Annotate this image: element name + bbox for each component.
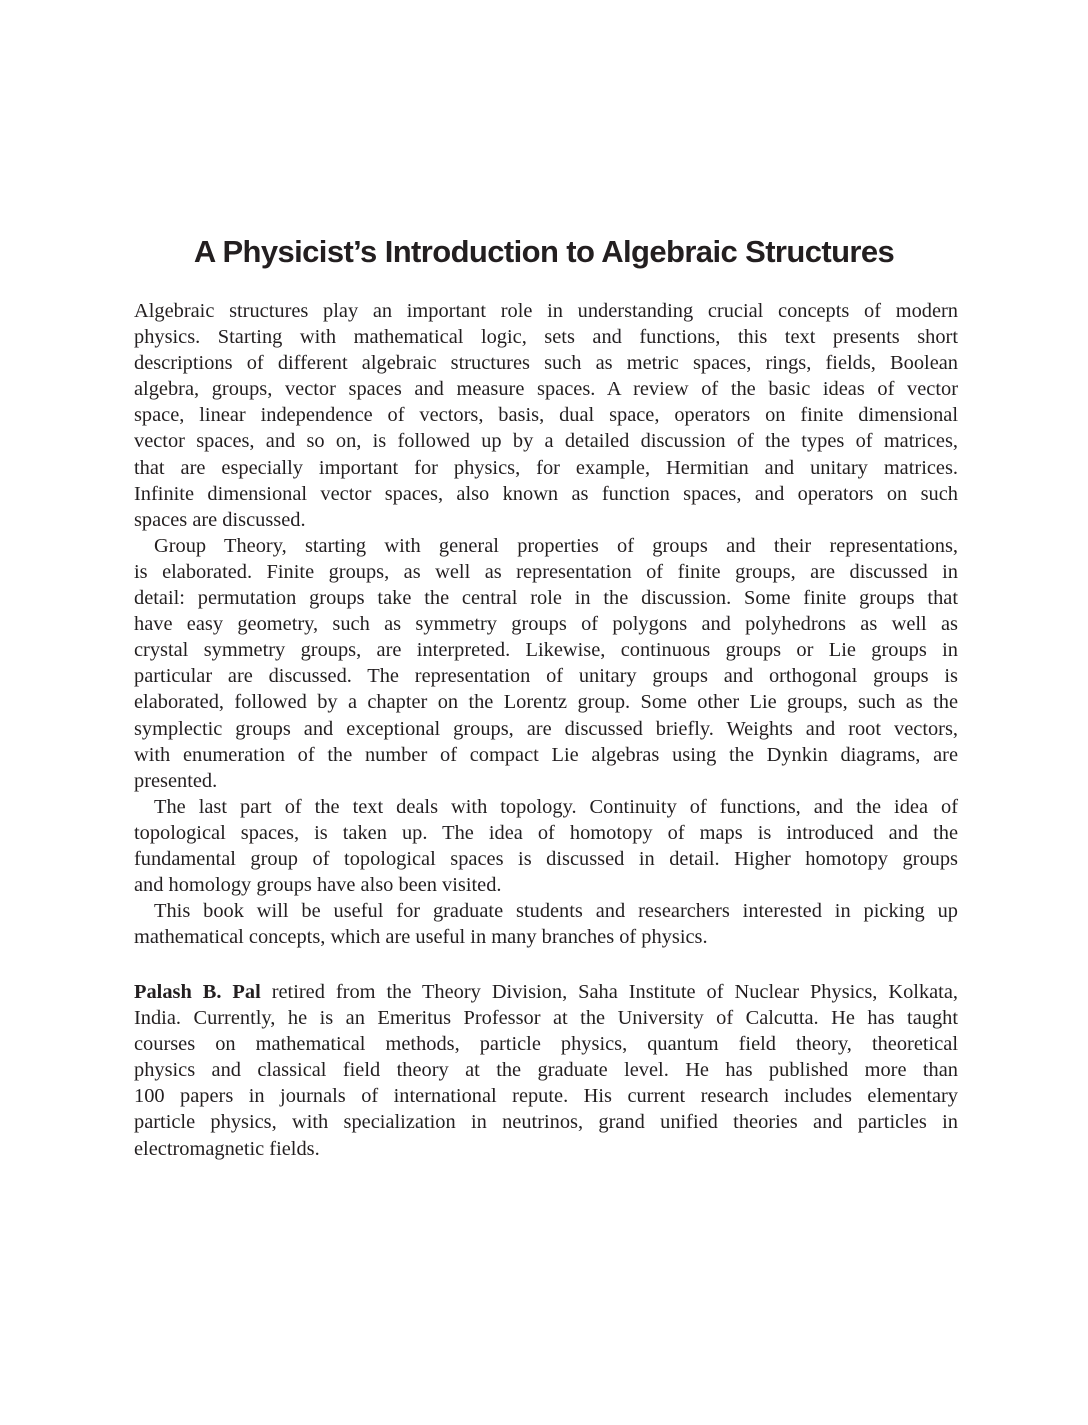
author-bio-paragraph bbox=[134, 979, 958, 1162]
text-line: vector spaces, and so on, is followed up by a detailed discussion of the types of matrices, bbox=[134, 430, 958, 453]
text-line: mathematical concepts, which are useful in many branches of physics. bbox=[134, 926, 708, 949]
book-title: A Physicist’s Introduction to Algebraic Structures bbox=[193, 234, 895, 269]
text-line: spaces are discussed. bbox=[134, 508, 306, 531]
description-paragraph-3 bbox=[134, 794, 958, 898]
description-paragraph-1 bbox=[134, 298, 958, 533]
text-line: symplectic groups and exceptional groups, are discussed briefly. Weights and root vectors, bbox=[134, 717, 958, 740]
text-line: topological spaces, is taken up. The idea of homotopy of maps is introduced and the bbox=[134, 821, 958, 844]
text-line: with enumeration of the number of compact Lie algebras using the Dynkin diagrams, are bbox=[134, 743, 958, 766]
text-line: Group Theory, starting with general properties of groups and their representations, bbox=[154, 534, 958, 557]
text-line: particular are discussed. The representation of unitary groups and orthogonal groups is bbox=[134, 665, 958, 688]
text-line: India. Currently, he is an Emeritus Professor at the University of Calcutta. He has taught bbox=[134, 1007, 958, 1030]
description-paragraph-4 bbox=[134, 898, 958, 950]
text-line: space, linear independence of vectors, basis, dual space, operators on finite dimensional bbox=[134, 404, 958, 427]
text-line: presented. bbox=[134, 769, 218, 792]
text-line: elaborated, followed by a chapter on the Lorentz group. Some other Lie groups, such as the bbox=[134, 691, 958, 714]
author-name: Palash B. Pal bbox=[134, 981, 261, 1003]
text-line: and homology groups have also been visited. bbox=[134, 874, 502, 897]
text-line: electromagnetic fields. bbox=[134, 1137, 320, 1160]
author-bio bbox=[134, 979, 958, 1162]
description-paragraph-2 bbox=[134, 533, 958, 794]
text-line: Infinite dimensional vector spaces, also known as function spaces, and operators on such bbox=[134, 482, 958, 505]
text-line: courses on mathematical methods, particle physics, quantum field theory, theoretical bbox=[134, 1033, 958, 1056]
text-line: have easy geometry, such as symmetry groups of polygons and polyhedrons as well as bbox=[134, 613, 958, 636]
text-line bbox=[134, 979, 958, 1005]
text-line: This book will be useful for graduate students and researchers interested in picking up bbox=[154, 900, 958, 923]
text-line: detail: permutation groups take the central role in the discussion. Some finite groups that bbox=[134, 587, 958, 610]
text-line: 100 papers in journals of international repute. His current research includes elementary bbox=[134, 1085, 958, 1108]
text-line: fundamental group of topological spaces is discussed in detail. Higher homotopy groups bbox=[134, 847, 958, 870]
text-line: particle physics, with specialization in neutrinos, grand unified theories and particles in bbox=[134, 1111, 958, 1134]
text-line: The last part of the text deals with topology. Continuity of functions, and the idea of bbox=[154, 795, 958, 818]
book-description bbox=[134, 298, 958, 950]
text-line: crystal symmetry groups, are interpreted. Likewise, continuous groups or Lie groups in bbox=[134, 639, 958, 662]
author-bio-first-line: retired from the Theory Division, Saha Institute of Nuclear Physics, Kolkata, bbox=[260, 981, 958, 1003]
text-line: Algebraic structures play an important role in understanding crucial concepts of modern bbox=[134, 300, 958, 322]
text-line: algebra, groups, vector spaces and measure spaces. A review of the basic ideas of vector bbox=[134, 378, 958, 401]
text-line: descriptions of different algebraic structures such as metric spaces, rings, fields, Boolean bbox=[134, 352, 958, 375]
text-line: physics and classical field theory at the graduate level. He has published more than bbox=[134, 1059, 958, 1082]
text-line: is elaborated. Finite groups, as well as representation of finite groups, are discussed in bbox=[134, 560, 958, 583]
text-line: that are especially important for physics, for example, Hermitian and unitary matrices. bbox=[134, 456, 958, 479]
text-line: physics. Starting with mathematical logic, sets and functions, this text presents short bbox=[134, 326, 958, 349]
